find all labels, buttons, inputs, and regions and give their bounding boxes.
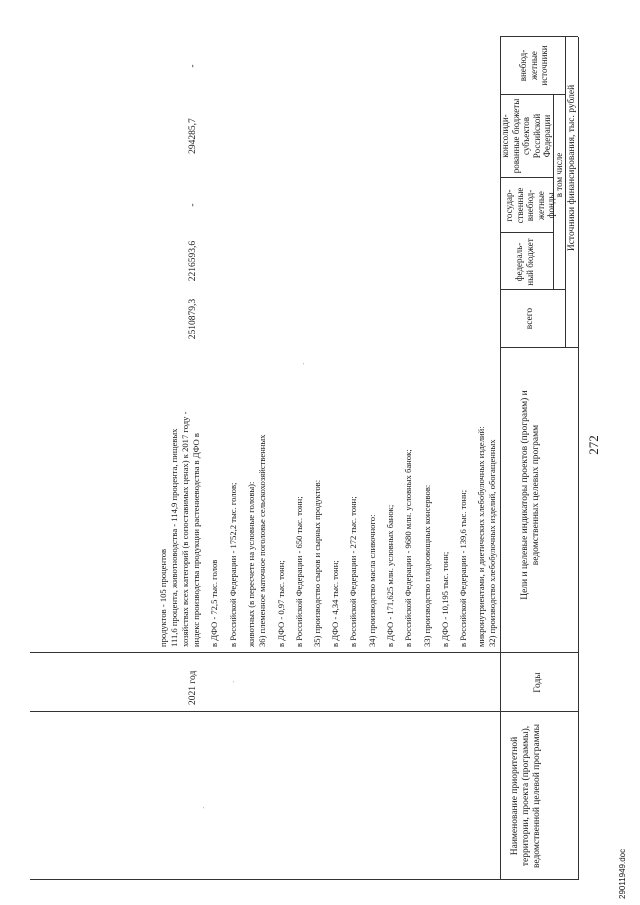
header-regional: консолиди-рованные бюджеты субъектов Российской Федерации: [500, 98, 552, 174]
table-right-border: [500, 36, 578, 37]
page-number: 272: [586, 435, 601, 455]
indicator-line: в Российской Федерации - 272 тыс. тонн;: [348, 496, 358, 647]
scan-speck: ·: [200, 806, 208, 809]
col-divider-years-goals: [30, 652, 578, 653]
header-state-funds: государ-ственные внебюд-жетные фонды: [504, 187, 556, 224]
indicator-2021-line3: 111,6 процента, животноводства - 114,9 процента, пищевых: [169, 428, 179, 647]
header-extra: внебюд-жетные источники: [518, 45, 549, 86]
indicator-line: в ДФО - 4,34 тыс. тонн;: [330, 560, 340, 647]
header-funding: Источники финансирования, тыс. рублей: [567, 84, 577, 252]
indicator-line: в ДФО - 10,195 тыс. тонн;: [440, 551, 450, 647]
indicator-2021-line1: индекс производства продукции растениеводства в ДФО в: [191, 433, 201, 647]
col-divider-statefunds-regional: [500, 177, 553, 178]
value-state-funds-2021: -: [188, 203, 198, 207]
indicator-2021-line2: хозяйствах всех категорий (в сопоставимых ценах) к 2017 году -: [180, 411, 190, 647]
col-divider-total-federal: [500, 289, 565, 290]
indicator-line: 34) производство масла сливочного:: [367, 514, 377, 647]
indicator-line: микронутриентами, и диетических хлебобулочных изделий:: [476, 426, 486, 647]
indicator-line: 33) производство плодоовощных консервов:: [422, 484, 432, 647]
header-years: Годы: [533, 672, 543, 693]
header-total: всего: [525, 307, 535, 330]
value-total-2021: 2510879,3: [188, 298, 198, 340]
table-left-border: [30, 879, 578, 880]
col-divider-federal-statefunds: [500, 232, 553, 233]
indicator-line: в Российской Федерации - 9680 млн. условных банок;: [403, 449, 413, 647]
value-federal-2021: 2216593,6: [188, 240, 198, 282]
header-goals: Цели и целевые индикаторы проектов (программ) и ведомственных целевых программ: [520, 390, 541, 600]
header-name: Наименование приоритетной территории, проекта (программы), ведомственной целевой программы: [510, 723, 542, 869]
indicator-line: в Российской Федерации - 1752,2 тыс. голов;: [228, 482, 238, 647]
indicator-line: в Российской Федерации - 139,6 тыс. тонн;: [458, 489, 468, 647]
indicator-2021-line4: продуктов - 105 процентов: [158, 548, 168, 647]
value-regional-2021: 294285,7: [188, 118, 198, 154]
indicator-line: 32) производство хлебобулочных изделий, обогащенных: [487, 439, 497, 647]
indicator-line: в ДФО - 171,625 млн. условных банок;: [385, 504, 395, 647]
funding-header-line: [565, 37, 566, 348]
col-divider-goals-funding: [500, 347, 578, 348]
header-federal: федераль-ный бюджет: [514, 238, 535, 286]
col-divider-regional-extra: [500, 94, 565, 95]
col-divider-name-years: [30, 711, 578, 712]
scan-speck: ·: [230, 680, 238, 683]
indicator-line: 36) племенное маточное поголовье сельскохозяйственных: [257, 434, 267, 647]
scan-speck: ·: [300, 362, 308, 365]
header-incl: в том числе: [554, 152, 564, 198]
indicator-line: 35) производство сыров и сырных продуктов:: [312, 479, 322, 647]
indicator-line: животных (в пересчете на условные головы):: [246, 481, 256, 647]
table-top-border: [578, 37, 579, 880]
indicator-line: в Российской Федерации - 650 тыс. тонн;: [294, 496, 304, 647]
value-extra-2021: -: [188, 64, 198, 68]
indicator-line: в ДФО - 72,5 тыс. голов: [209, 559, 219, 647]
document-id: 29011949.doc: [618, 848, 627, 899]
indicator-line: в ДФО - 0,97 тыс. тонн;: [276, 560, 286, 647]
year-2021: 2021 год: [188, 670, 198, 705]
